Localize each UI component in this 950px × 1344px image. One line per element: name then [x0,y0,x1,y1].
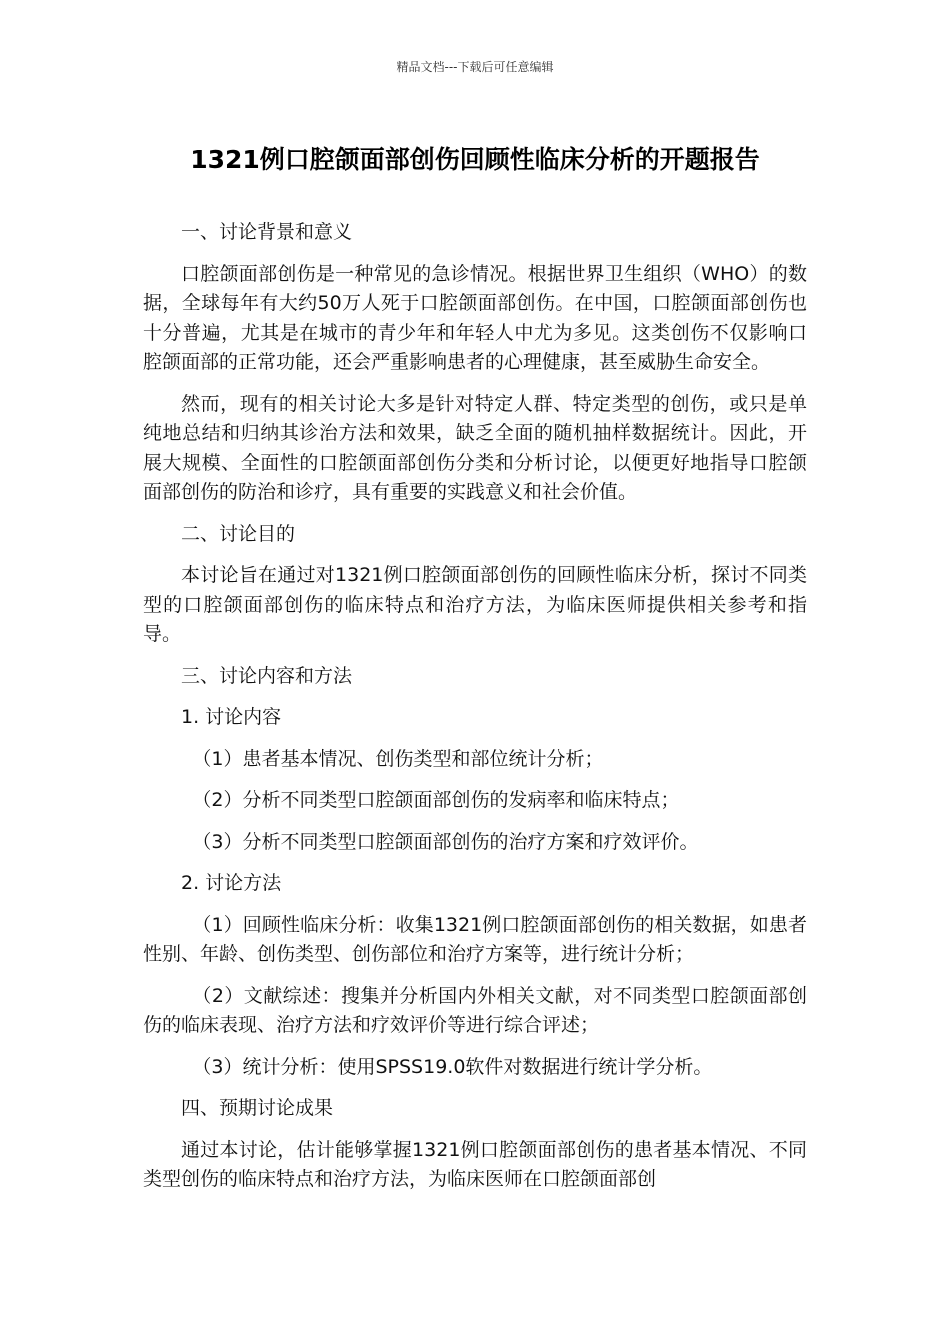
header-note: 精品文档---下载后可任意编辑 [396,60,554,74]
list-item-content-1: （1）患者基本情况、创伤类型和部位统计分析； [192,747,604,770]
subheading-methods: 2. 讨论方法 [181,872,282,894]
paragraph-purpose: 本讨论旨在通过对1321例口腔颌面部创伤的回顾性临床分析，探讨不同类型的口腔颌面部创伤的临床特点和治疗方法，为临床医师提供相关参考和指导。 [143,564,807,645]
list-item-content-3: （3）分析不同类型口腔颌面部创伤的治疗方案和疗效评价。 [192,830,699,853]
list-item-content-2: （2）分析不同类型口腔颌面部创伤的发病率和临床特点； [192,789,680,811]
section-heading-expected-results: 四、预期讨论成果 [181,1097,334,1119]
list-item-method-1: （1）回顾性临床分析：收集1321例口腔颌面部创伤的相关数据，如患者性别、年龄、创伤类型、创伤部位和治疗方案等，进行统计分析； [143,913,807,965]
subheading-content: 1. 讨论内容 [181,706,282,728]
list-item-method-2: （2）文献综述：搜集并分析国内外相关文献，对不同类型口腔颌面部创伤的临床表现、治疗方法和疗效评价等进行综合评述； [143,984,807,1036]
list-item-method-3: （3）统计分析：使用SPSS19.0软件对数据进行统计学分析。 [192,1055,713,1078]
paragraph-background-1: 口腔颌面部创伤是一种常见的急诊情况。根据世界卫生组织（WHO）的数据，全球每年有大约50万人死于口腔颌面部创伤。在中国，口腔颌面部创伤也十分普遍，尤其是在城市的青少年和年轻人中尤为多见。这类创伤不仅影响口腔颌面部的正常功能，还会严重影响患者的心理健康，甚至威胁生命安全。 [143,262,807,373]
section-heading-background: 一、讨论背景和意义 [181,221,353,243]
paragraph-background-2: 然而，现有的相关讨论大多是针对特定人群、特定类型的创伤，或只是单纯地总结和归纳其诊治方法和效果，缺乏全面的随机抽样数据统计。因此，开展大规模、全面性的口腔颌面部创伤分类和分析讨论，以便更好地指导口腔颌面部创伤的防治和诊疗，具有重要的实践意义和社会价值。 [143,392,807,503]
section-heading-content-methods: 三、讨论内容和方法 [181,664,353,687]
document-title: 1321例口腔颌面部创伤回顾性临床分析的开题报告 [190,145,760,174]
document-body [143,218,807,1207]
section-heading-purpose: 二、讨论目的 [181,522,296,545]
paragraph-expected-results: 通过本讨论，估计能够掌握1321例口腔颌面部创伤的患者基本情况、不同类型创伤的临床特点和治疗方法，为临床医师在口腔颌面部创 [143,1138,807,1190]
